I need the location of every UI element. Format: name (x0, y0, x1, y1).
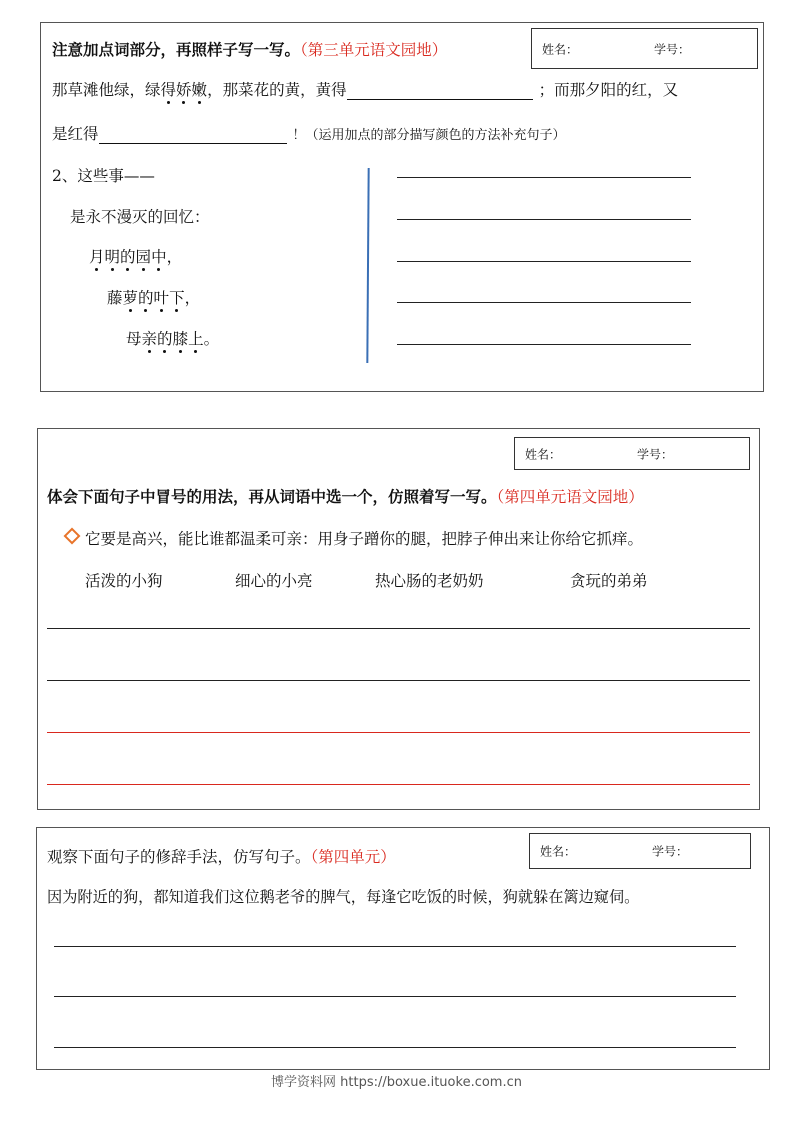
word-choice: 细心的小亮 (235, 572, 313, 590)
sentence-line-1 (52, 78, 678, 100)
dotted-char: 的 (157, 327, 173, 349)
name-id-box[interactable] (531, 28, 758, 69)
heading-text: 注意加点词部分，再照样子写一写。 (52, 40, 301, 59)
dotted-words (89, 248, 167, 266)
dotted-char: 膝 (173, 327, 189, 349)
example-sentence: 因为附近的狗，都知道我们这位鹅老爷的脾气，每逢它吃饭的时候，狗就躲在篱边窥伺。 (47, 888, 640, 906)
fill-blank-2[interactable] (99, 128, 287, 144)
dotted-char: 园 (136, 245, 152, 267)
heading-text: 观察下面句子的修辞手法，仿写句子。 (47, 848, 311, 866)
student-id-label: 学号： (654, 42, 691, 56)
heading-text: 体会下面句子中冒号的用法，再从词语中选一个，仿照着写一写。 (47, 487, 497, 506)
exercise-heading (52, 38, 447, 60)
answer-line[interactable] (397, 177, 691, 178)
dotted-char: 得 (161, 78, 177, 100)
dotted-char: 中 (151, 245, 167, 267)
sentence-text: 是红得 (52, 125, 99, 143)
dotted-words (161, 81, 208, 99)
answer-line[interactable] (397, 219, 691, 220)
dotted-words (123, 289, 185, 307)
punctuation: 。 (203, 330, 220, 348)
poem-text: 母 (126, 330, 142, 348)
name-label: 姓名： (525, 447, 562, 461)
sentence-text: 那草滩他绿，绿 (52, 81, 161, 99)
poem-title: 2、这些事—— (52, 167, 155, 185)
dotted-char: 明 (105, 245, 121, 267)
answer-line[interactable] (397, 344, 691, 345)
answer-line[interactable] (47, 784, 750, 785)
dotted-words (142, 330, 204, 348)
dotted-char: 萝 (123, 286, 139, 308)
dotted-char: 亲 (142, 327, 158, 349)
source-label: （第三单元语文园地） (300, 41, 448, 59)
answer-line[interactable] (397, 261, 691, 262)
name-id-box[interactable] (529, 833, 751, 869)
exercise-heading (47, 845, 396, 867)
word-choice: 贪玩的弟弟 (570, 572, 648, 590)
sentence-text: ，那菜花的黄，黄得 (207, 81, 347, 99)
answer-line[interactable] (54, 996, 736, 997)
student-id-label: 学号： (637, 447, 674, 461)
dotted-char: 叶 (154, 286, 170, 308)
dotted-char: 上 (188, 327, 204, 349)
dotted-char: 下 (169, 286, 185, 308)
poem-text: 藤 (107, 289, 123, 307)
name-label: 姓名： (540, 844, 577, 859)
word-choice: 热心肠的老奶奶 (375, 572, 484, 590)
punctuation: ， (184, 289, 201, 307)
answer-line[interactable] (47, 732, 750, 733)
student-id-label: 学号： (652, 844, 689, 859)
answer-line[interactable] (54, 946, 736, 947)
poem-line-1: 是永不漫灭的回忆： (70, 208, 210, 226)
name-label: 姓名： (542, 42, 579, 56)
name-id-box[interactable] (514, 437, 750, 470)
example-sentence: 它要是高兴，能比谁都温柔可亲：用身子蹭你的腿，把脖子伸出来让你给它抓痒。 (85, 530, 644, 548)
source-label: （第四单元） (310, 848, 396, 866)
dotted-char: 的 (138, 286, 154, 308)
answer-line[interactable] (397, 302, 691, 303)
sentence-text: ；而那夕阳的红，又 (538, 81, 679, 99)
dotted-char: 娇 (176, 78, 192, 100)
word-choice: 活泼的小狗 (85, 572, 163, 590)
answer-line[interactable] (47, 628, 750, 629)
poem-line-3 (107, 286, 200, 308)
fill-blank-1[interactable] (347, 84, 533, 100)
sentence-line-2 (52, 122, 566, 144)
exercise-heading (47, 485, 644, 507)
dotted-char: 的 (120, 245, 136, 267)
punctuation: ， (166, 248, 183, 266)
answer-line[interactable] (47, 680, 750, 681)
dotted-char: 嫩 (192, 78, 208, 100)
poem-line-2 (89, 245, 182, 267)
dotted-char: 月 (89, 245, 105, 267)
poem-line-4 (126, 327, 219, 349)
instruction-note: ！（运用加点的部分描写颜色的方法补充句子） (292, 128, 566, 143)
footer-watermark: 博学资料网 https://boxue.ituoke.com.cn (271, 1075, 522, 1090)
answer-line[interactable] (54, 1047, 736, 1048)
source-label: （第四单元语文园地） (496, 488, 644, 506)
